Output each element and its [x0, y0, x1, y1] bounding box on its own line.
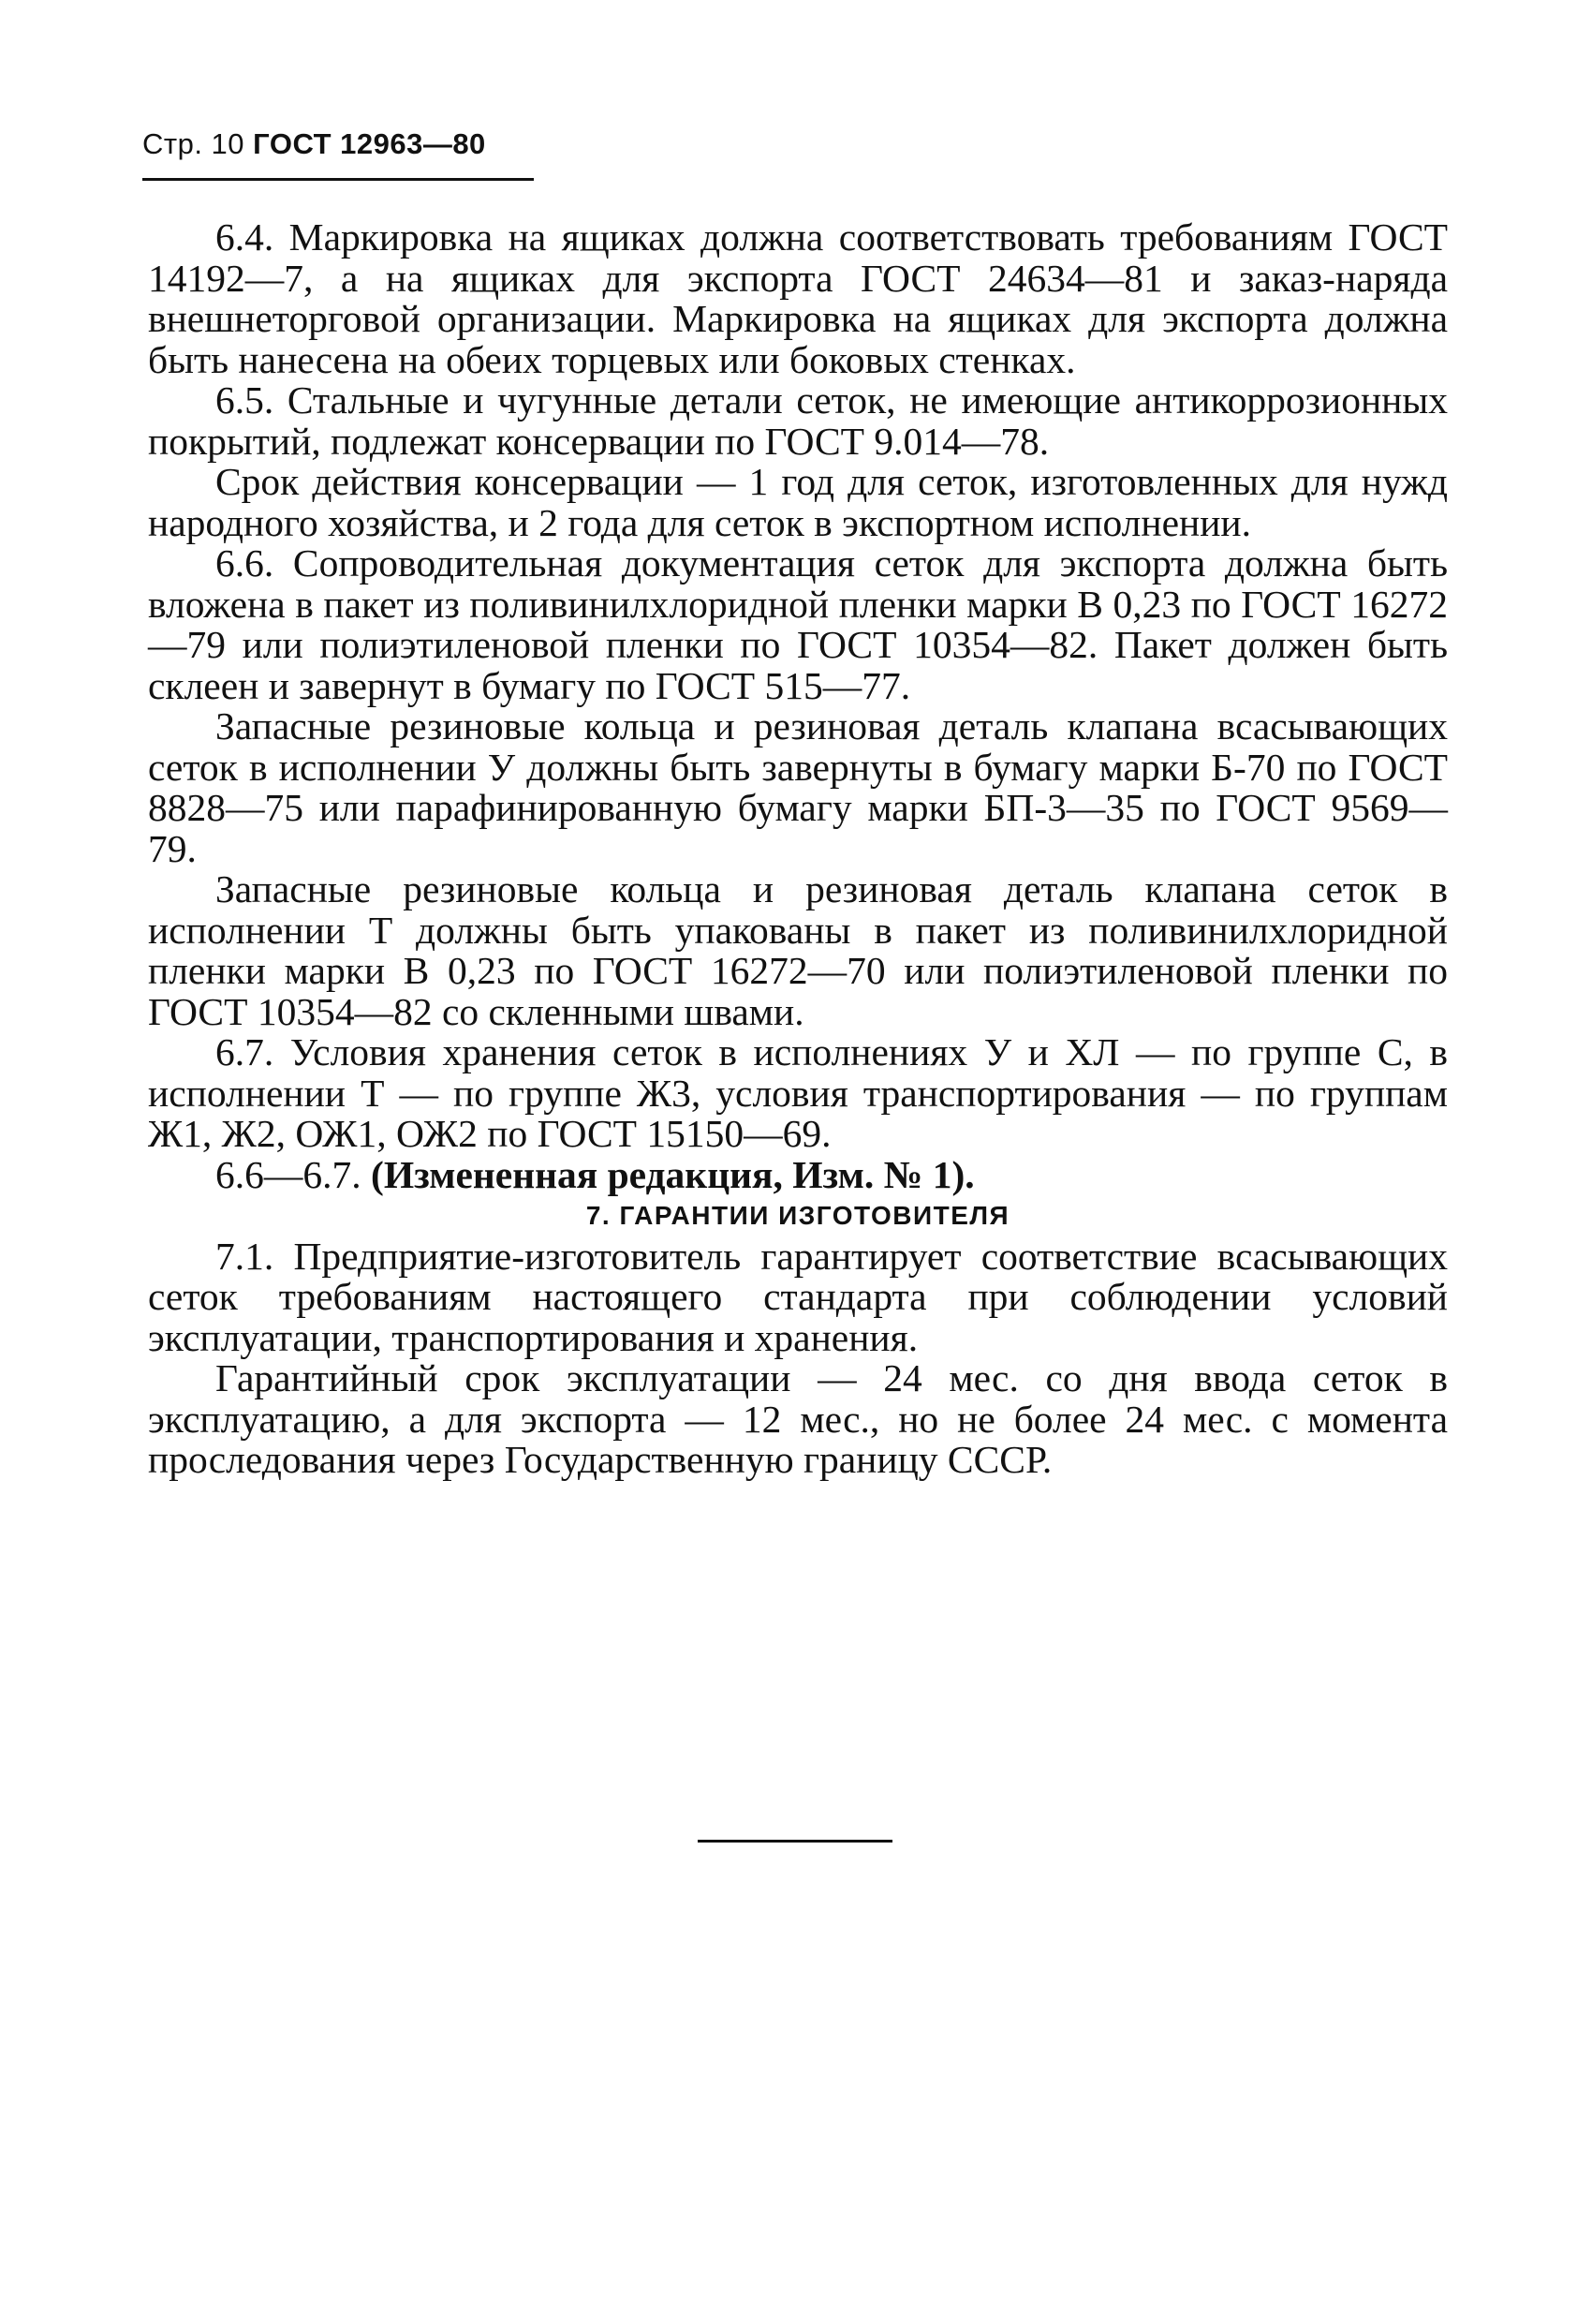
paragraph-6-7: 6.7. Условия хранения сеток в исполнениях У и ХЛ — по группе С, в исполнении Т — по группе Ж3, условия транспортирования — по группам Ж1, Ж2, ОЖ1, ОЖ2 по ГОСТ 15150—69.: [148, 1030, 1448, 1155]
paragraph-6-6-spare-parts-u: Запасные резиновые кольца и резиновая деталь клапана всасывающих сеток в исполнении У должны быть завернуты в бумагу марки Б-70 по ГОСТ 8828—75 или парафинированную бумагу марки БП-3—35 по ГОСТ 9569—79.: [148, 704, 1448, 870]
paragraph-7-1: 7.1. Предприятие-изготовитель гарантирует соответствие всасывающих сеток требованиям настоящего стандарта при соблюдении условий эксплуатации, транспортирования и хранения.: [148, 1234, 1448, 1359]
paragraph-6-4: 6.4. Маркировка на ящиках должна соответствовать требованиям ГОСТ 14192—7, а на ящиках для экспорта ГОСТ 24634—81 и заказ-наряда внешнеторговой организации. Маркировка на ящиках для экспорта должна быть нанесена на обеих торцевых или боковых стенках.: [148, 215, 1448, 381]
end-rule: [698, 1840, 892, 1843]
standard-number: ГОСТ 12963—80: [253, 127, 486, 160]
paragraph-6-5: 6.5. Стальные и чугунные детали сеток, не имеющие антикоррозионных покрытий, подлежат консервации по ГОСТ 9.014—78.: [148, 378, 1448, 463]
page-number: Стр. 10: [142, 127, 245, 160]
paragraph-6-5-term: Срок действия консервации — 1 год для сеток, изготовленных для нужд народного хозяйства, и 2 года для сеток в экспортном исполнении.: [148, 460, 1448, 544]
header-rule: [142, 178, 534, 181]
document-body: [148, 217, 1448, 1481]
amendment-note-text: (Измененная редакция, Изм. № 1).: [371, 1152, 975, 1196]
paragraph-7-1-warranty: Гарантийный срок эксплуатации — 24 мес. со дня ввода сеток в эксплуатацию, а для экспорта — 12 мес., но не более 24 мес. с момента проследования через Государственную границу СССР.: [148, 1356, 1448, 1481]
page-header: [142, 127, 536, 161]
paragraph-6-6: 6.6. Сопроводительная документация сеток для экспорта должна быть вложена в пакет из поливинилхлоридной пленки марки В 0,23 по ГОСТ 16272—79 или полиэтиленовой пленки по ГОСТ 10354—82. Пакет должен быть склеен и завернут в бумагу по ГОСТ 515—77.: [148, 541, 1448, 707]
amendment-note: [148, 1152, 1448, 1196]
section-7-title: 7. ГАРАНТИИ ИЗГОТОВИТЕЛЯ: [585, 1201, 1010, 1230]
paragraph-6-6-spare-parts-t: Запасные резиновые кольца и резиновая деталь клапана сеток в исполнении Т должны быть упакованы в пакет из поливинилхлоридной пленки марки В 0,23 по ГОСТ 16272—70 или полиэтиленовой пленки по ГОСТ 10354—82 со скленными швами.: [148, 867, 1448, 1033]
amendment-note-range: 6.6—6.7.: [215, 1152, 361, 1196]
